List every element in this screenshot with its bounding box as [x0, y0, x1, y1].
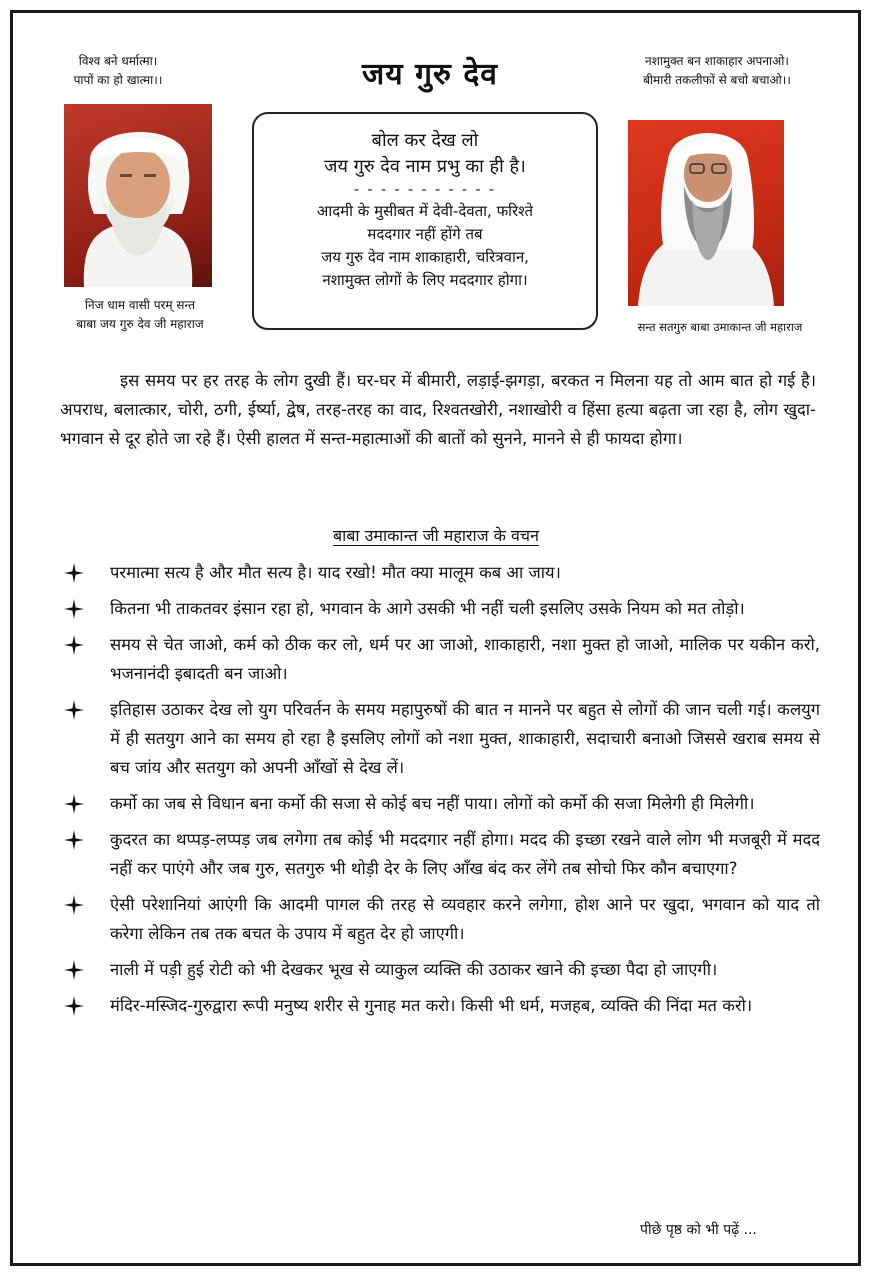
footer-note: पीछे पृष्ठ को भी पढ़ें ... — [640, 1222, 757, 1238]
box-heading-line: बोल कर देख लो — [371, 130, 479, 151]
slogan-right-line: बीमारी तकलीफों से बचो बचाओ।। — [643, 73, 791, 87]
section-heading-text: बाबा उमाकान्त जी महाराज के वचन — [333, 526, 539, 545]
box-body-line: नशामुक्त लोगों के लिए मददगार होगा। — [322, 271, 528, 289]
four-point-star-icon — [64, 996, 84, 1016]
quote-text: मंदिर-मस्जिद-गुरुद्वारा रूपी मनुष्य शरीर से गुनाह मत करो। किसी भी धर्म, मजहब, व्यक्ति की निंदा मत करो। — [110, 996, 753, 1015]
quote-text: समय से चेत जाओ, कर्म को ठीक कर लो, धर्म पर आ जाओ, शाकाहारी, नशा मुक्त हो जाओ, मालिक पर यकीन करो, भजनानंदी इबादती बन जाओ। — [110, 635, 820, 683]
section-heading — [200, 524, 672, 546]
portrait-photo-right — [628, 120, 784, 306]
four-point-star-icon — [64, 563, 84, 583]
quote-text: ऐसी परेशानियां आएंगी कि आदमी पागल की तरह से व्यवहार करने लगेगा, होश आने पर खुदा, भगवान को याद तो करेगा लेकिन तब तक बचत के उपाय में बहुत देर हो जाएगी। — [110, 895, 820, 943]
four-point-star-icon — [64, 635, 84, 655]
slogan-left-line: पापों का हो खात्मा।। — [73, 73, 163, 87]
caption-right: सन्त सतगुरु बाबा उमाकान्त जी महाराज — [637, 320, 803, 334]
quote-item — [60, 695, 820, 782]
quote-list — [60, 558, 820, 1027]
center-message-box — [252, 112, 598, 330]
intro-paragraph: इस समय पर हर तरह के लोग दुखी हैं। घर-घर में बीमारी, लड़ाई-झगड़ा, बरकत न मिलना यह तो आम बात हो गई है। अपराध, बलात्कार, चोरी, ठगी, ईर्ष्या, द्वेष, तरह-तरह का वाद, रिश्वतखोरी, नशाखोरी व हिंसा हत्या बढ़ता जा रहा है, लोग खुदा-भगवान से दूर होते जा रहे हैं। ऐसी हालत में सन्त-महात्माओं की बातों को सुनने, मानने से ही फायदा होगा। — [60, 371, 816, 448]
quote-text: परमात्मा सत्य है और मौत सत्य है। याद रखो! मौत क्या मालूम कब आ जाय। — [110, 563, 561, 582]
quote-item — [60, 630, 820, 688]
quote-item — [60, 991, 820, 1020]
quote-text: इतिहास उठाकर देख लो युग परिवर्तन के समय महापुरुषों की बात न मानने पर बहुत से लोगों की जान चली गई। कलयुग में ही सतयुग आने का समय हो रहा है इसलिए लोगों को नशा मुक्त, शाकाहारी, सदाचारी बनाओ जिससे खराब समय से बच जांय और सतयुग को अपनी आँखों से देख लें। — [110, 700, 820, 777]
quote-item — [60, 890, 820, 948]
quote-item — [60, 594, 820, 623]
box-body-line: जय गुरु देव नाम शाकाहारी, चरित्रवान, — [321, 248, 529, 266]
four-point-star-icon — [64, 794, 84, 814]
four-point-star-icon — [64, 830, 84, 850]
quote-text: नाली में पड़ी हुई रोटी को भी देखकर भूख से व्याकुल व्यक्ति की उठाकर खाने की इच्छा पैदा हो जाएगी। — [110, 960, 718, 979]
box-heading-line: जय गुरु देव नाम प्रभु का ही है। — [324, 156, 526, 177]
slogan-right — [612, 52, 822, 90]
portrait-photo-left — [64, 104, 212, 287]
box-divider: - - - - - - - - - - - — [353, 182, 497, 198]
caption-left-line: बाबा जय गुरु देव जी महाराज — [76, 317, 204, 331]
four-point-star-icon — [64, 599, 84, 619]
box-heading — [254, 128, 596, 180]
quote-item — [60, 955, 820, 984]
slogan-left — [48, 52, 188, 90]
quote-text: कर्मो का जब से विधान बना कर्मो की सजा से कोई बच नहीं पाया। लोगों को कर्मो की सजा मिलेगी ही मिलेगी। — [110, 794, 755, 813]
box-body-line: आदमी के मुसीबत में देवी-देवता, फरिश्ते — [316, 202, 534, 220]
quote-item — [60, 789, 820, 818]
quote-text: कितना भी ताकतवर इंसान रहा हो, भगवान के आगे उसकी भी नहीं चली इसलिए उसके नियम को मत तोड़ो। — [110, 599, 745, 618]
caption-left-line: निज धाम वासी परम् सन्त — [84, 298, 196, 312]
page-title: जय गुरु देव — [362, 57, 498, 92]
four-point-star-icon — [64, 700, 84, 720]
quote-item — [60, 558, 820, 587]
slogan-left-line: विश्व बने धर्मात्मा। — [78, 54, 158, 68]
slogan-right-line: नशामुक्त बन शाकाहार अपनाओ। — [645, 54, 789, 68]
quote-text: कुदरत का थप्पड़-लप्पड़ जब लगेगा तब कोई भी मददगार नहीं होगा। मदद की इच्छा रखने वाले लोग भी मजबूरी में मदद नहीं कर पाएंगे और जब गुरु, सतगुरु भी थोड़ी देर के लिए आँख बंद कर लेंगे तब सोचो फिर कौन बचाएगा? — [110, 830, 820, 878]
quote-item — [60, 825, 820, 883]
box-body — [254, 200, 596, 292]
box-body-line: मददगार नहीं होंगे तब — [367, 225, 483, 243]
four-point-star-icon — [64, 895, 84, 915]
caption-left — [40, 296, 240, 334]
four-point-star-icon — [64, 960, 84, 980]
